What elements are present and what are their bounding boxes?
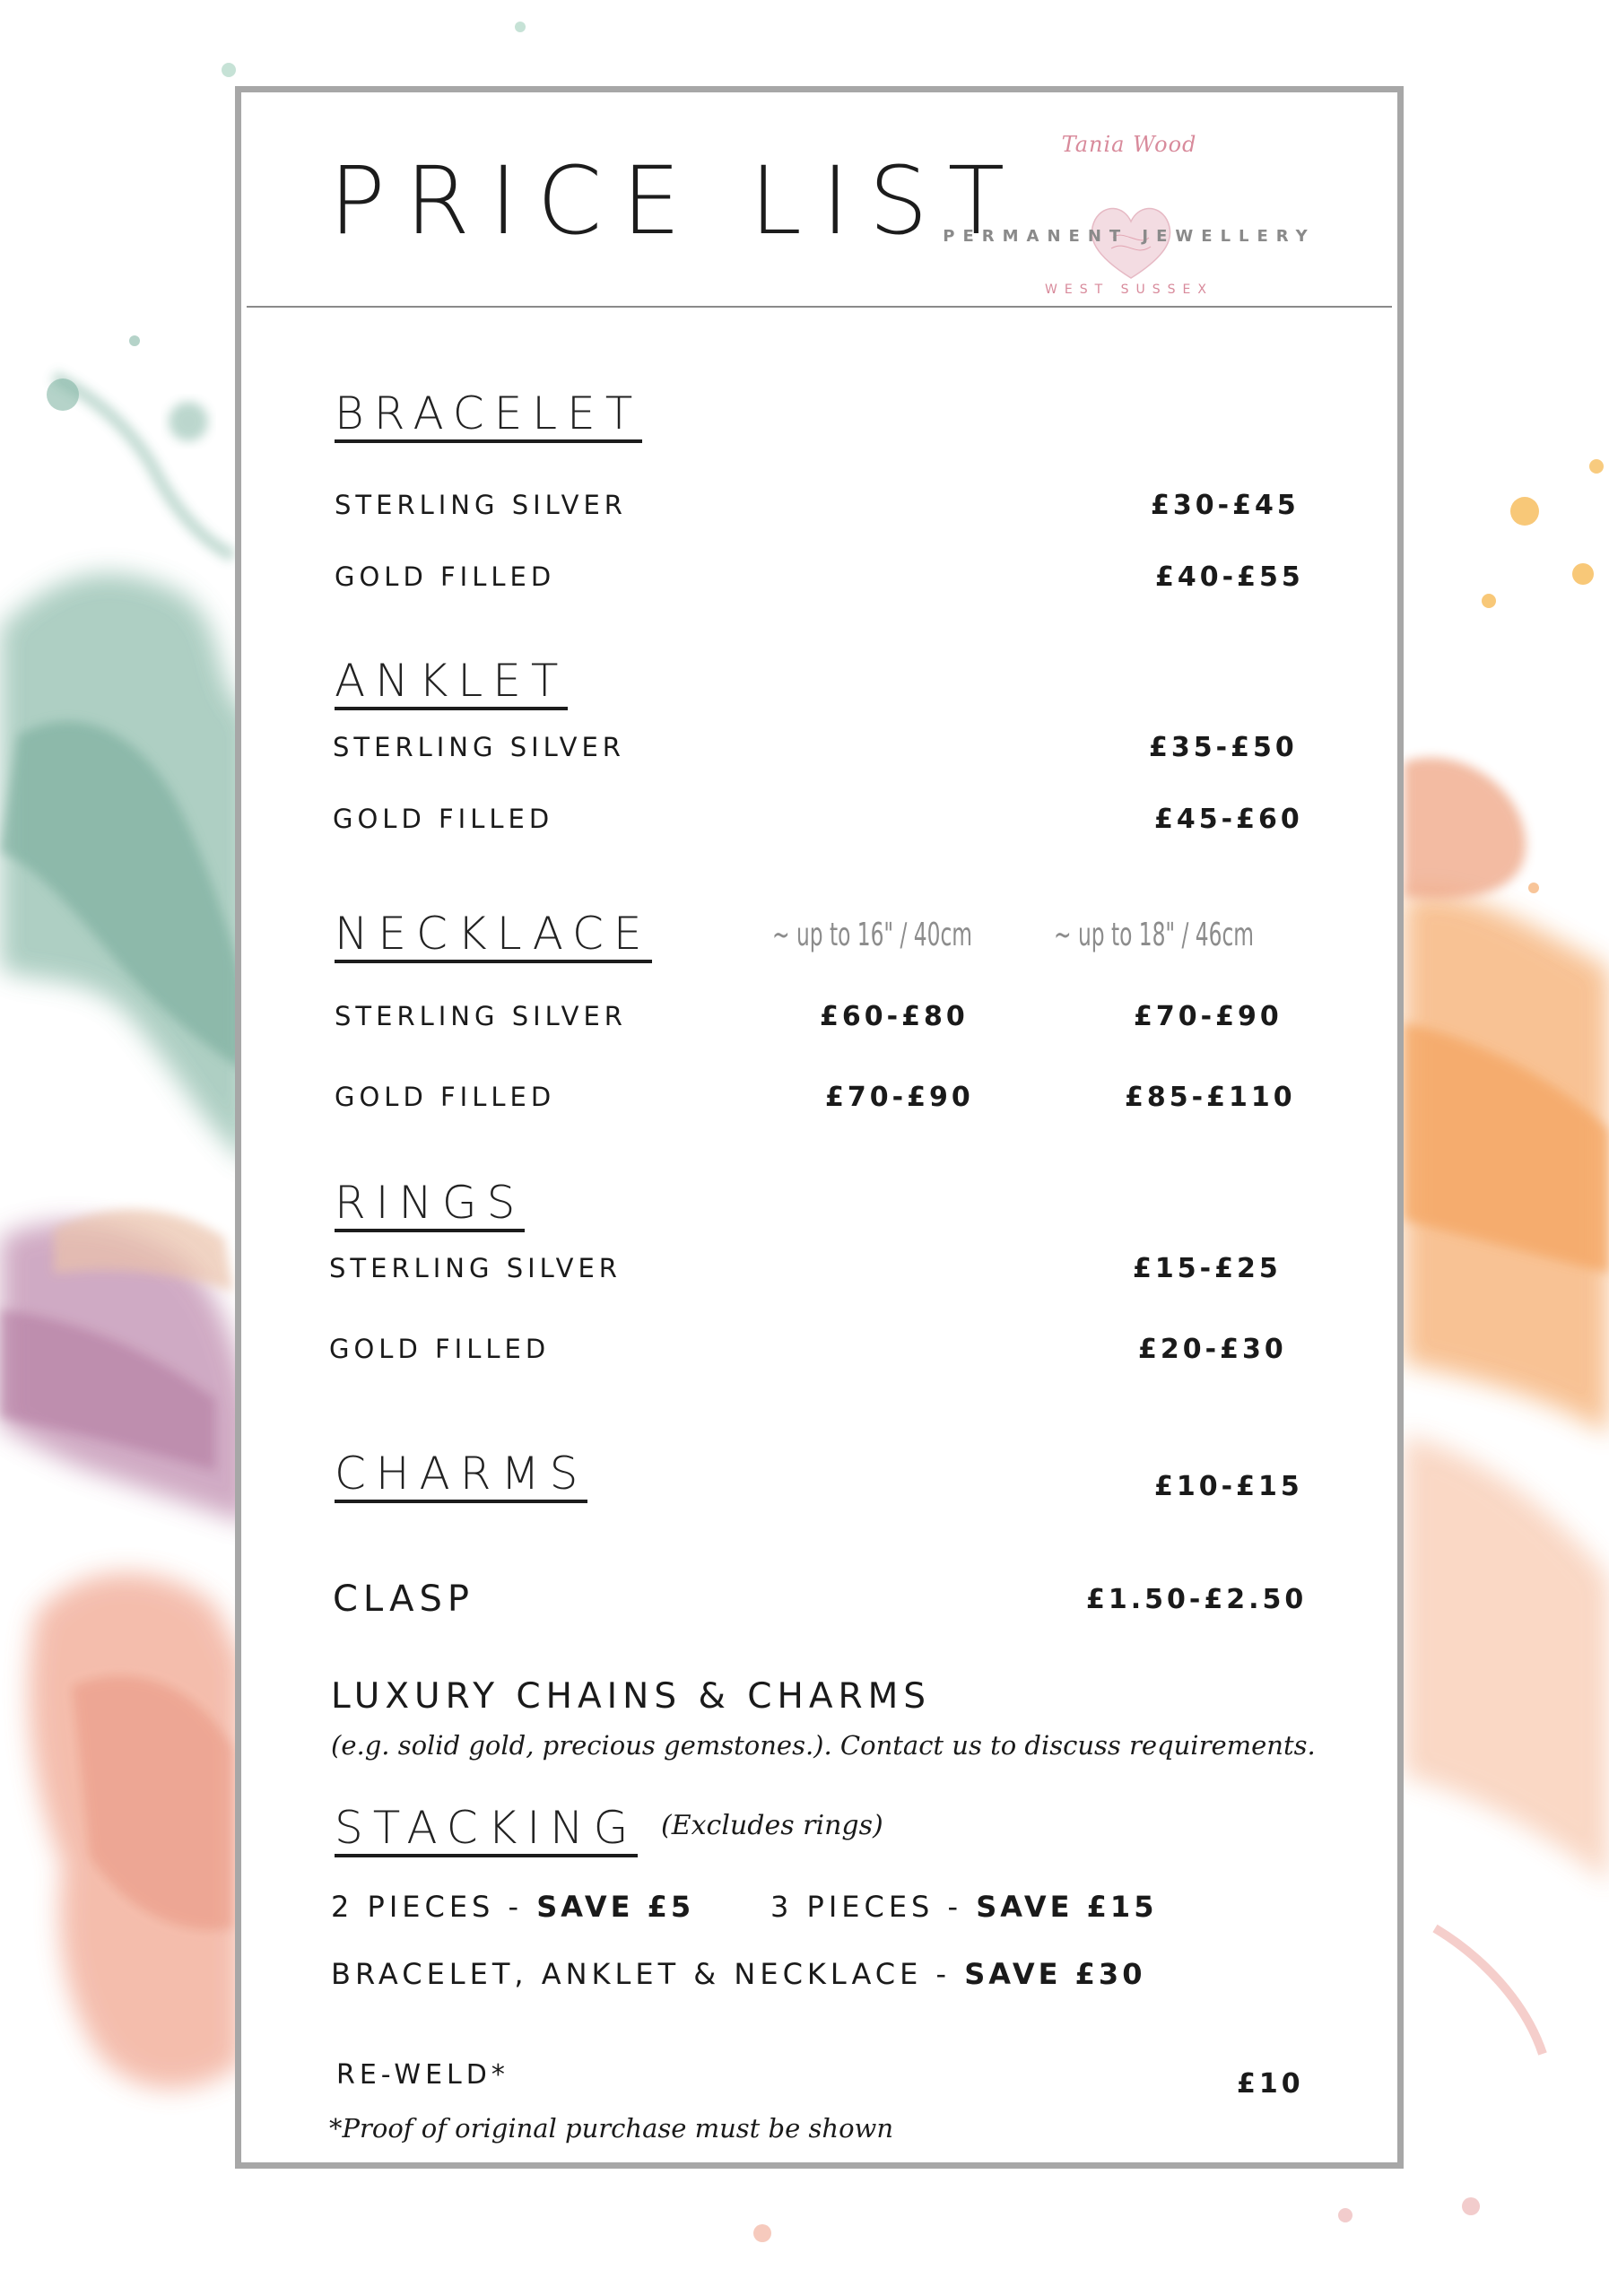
stacking-set-save: SAVE £30	[964, 1957, 1146, 1991]
anklet-silver-label: STERLING SILVER	[333, 732, 625, 762]
bracelet-gold-price: £40-£55	[1155, 561, 1304, 593]
necklace-length-16: ~ up to 16" / 40cm	[772, 917, 973, 953]
logo-main-text: PERMANENT JEWELLERY	[943, 227, 1316, 246]
reweld-label: RE-WELD*	[336, 2059, 509, 2091]
necklace-silver-price-18: £70-£90	[1134, 1001, 1283, 1032]
logo-location: WEST SUSSEX	[1045, 283, 1213, 297]
heading-underline	[335, 707, 568, 710]
luxury-label: LUXURY CHAINS & CHARMS	[331, 1676, 932, 1717]
anklet-gold-price: £45-£60	[1154, 804, 1303, 835]
heading-underline	[335, 1500, 587, 1503]
stacking-three-pieces	[770, 1890, 1158, 1924]
heading-underline	[335, 439, 642, 443]
necklace-gold-price-16: £70-£90	[825, 1082, 974, 1113]
section-heading-text: BRACELET	[335, 387, 643, 439]
anklet-gold-label: GOLD FILLED	[333, 804, 554, 834]
stacking-two-pieces	[331, 1890, 695, 1924]
section-heading-text: NECKLACE	[335, 908, 652, 960]
luxury-note: (e.g. solid gold, precious gemstones.). Contact us to discuss requirements.	[331, 1730, 1316, 1761]
rings-silver-label: STERLING SILVER	[329, 1253, 622, 1283]
charms-price: £10-£15	[1154, 1471, 1303, 1502]
section-heading-charms	[335, 1448, 588, 1503]
logo-script-name: Tania Wood	[1061, 132, 1197, 157]
coral-petal-left	[29, 1573, 242, 2089]
stacking-set-label: BRACELET, ANKLET & NECKLACE -	[331, 1957, 965, 1991]
necklace-silver-price-16: £60-£80	[820, 1001, 969, 1032]
necklace-gold-label: GOLD FILLED	[335, 1082, 556, 1112]
section-heading-rings	[335, 1177, 526, 1232]
clasp-price: £1.50-£2.50	[1086, 1584, 1308, 1615]
necklace-silver-label: STERLING SILVER	[335, 1001, 627, 1031]
clasp-label: CLASP	[333, 1578, 475, 1620]
rings-silver-price: £15-£25	[1133, 1253, 1282, 1284]
necklace-gold-price-18: £85-£110	[1125, 1082, 1296, 1113]
reweld-price: £10	[1237, 2068, 1304, 2100]
page-title: PRICE LIST	[329, 146, 1025, 256]
bracelet-silver-label: STERLING SILVER	[335, 490, 627, 520]
price-list-card	[235, 86, 1404, 2169]
stacking-two-save: SAVE £5	[536, 1890, 695, 1924]
rings-gold-price: £20-£30	[1138, 1334, 1287, 1365]
heading-underline	[335, 1229, 525, 1232]
section-heading-text: RINGS	[335, 1177, 526, 1229]
stacking-two-label: 2 PIECES -	[331, 1890, 537, 1924]
stacking-three-label: 3 PIECES -	[770, 1890, 977, 1924]
heading-underline	[335, 1854, 638, 1857]
section-heading-text: CHARMS	[335, 1448, 588, 1500]
heading-underline	[335, 960, 652, 963]
mauve-splash	[0, 1210, 251, 1525]
section-heading-bracelet	[335, 387, 643, 443]
bracelet-silver-price: £30-£45	[1151, 490, 1300, 521]
necklace-length-18: ~ up to 18" / 46cm	[1054, 917, 1255, 953]
anklet-silver-price: £35-£50	[1149, 732, 1298, 763]
section-heading-stacking	[335, 1802, 639, 1857]
stacking-three-save: SAVE £15	[976, 1890, 1158, 1924]
header-divider	[247, 306, 1392, 308]
rings-gold-label: GOLD FILLED	[329, 1334, 551, 1364]
bracelet-gold-label: GOLD FILLED	[335, 561, 556, 592]
section-heading-text: STACKING	[335, 1802, 639, 1854]
section-heading-anklet	[335, 655, 569, 710]
reweld-note: *Proof of original purchase must be shown	[329, 2113, 894, 2144]
section-heading-text: ANKLET	[335, 655, 569, 707]
brand-logo	[932, 128, 1326, 299]
stacking-note: (Excludes rings)	[661, 1810, 883, 1841]
section-heading-necklace	[335, 908, 652, 963]
stacking-set	[331, 1957, 1146, 1991]
